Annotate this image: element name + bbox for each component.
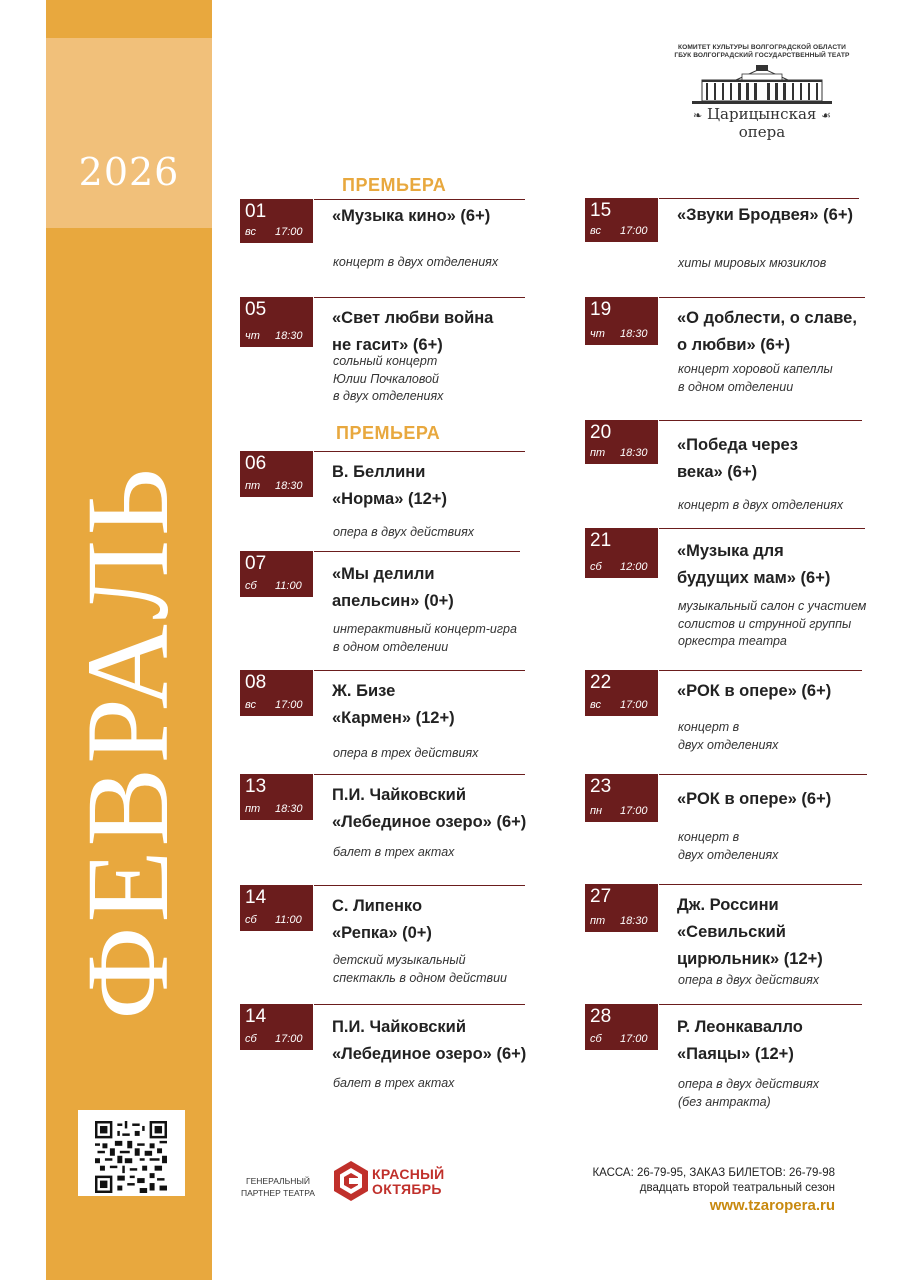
- event-title: «Лебединое озеро» (6+): [332, 813, 527, 831]
- event-description: опера в двух действиях: [678, 1077, 820, 1091]
- event-description: концерт в: [678, 830, 740, 844]
- event-day: 20: [590, 422, 612, 443]
- committee-text: КОМИТЕТ КУЛЬТУРЫ ВОЛГОГРАДСКОЙ ОБЛАСТИ: [677, 44, 847, 51]
- event-title: Ж. Бизе: [332, 682, 396, 700]
- date-badge: [585, 297, 658, 345]
- event-title: «Победа через: [677, 436, 798, 454]
- event-item: [240, 670, 530, 780]
- event-time: 17:00: [620, 805, 648, 817]
- event-description: интерактивный концерт-игра: [333, 622, 517, 636]
- event-title: «Паяцы» (12+): [677, 1045, 794, 1063]
- event-time: 18:30: [620, 447, 648, 459]
- event-description: хиты мировых мюзиклов: [678, 256, 827, 270]
- box-office-phones: КАССА: 26-79-95, ЗАКАЗ БИЛЕТОВ: 26-79-98: [592, 1167, 835, 1179]
- event-divider: [659, 884, 862, 885]
- event-divider: [314, 451, 525, 452]
- event-description: балет в трех актах: [333, 1076, 455, 1090]
- date-badge: [240, 885, 313, 931]
- event-time: 17:00: [620, 225, 648, 237]
- event-weekday: пт: [590, 447, 606, 459]
- theatre-header: [667, 44, 857, 141]
- event-time: 18:30: [275, 480, 303, 492]
- date-badge: [240, 451, 313, 497]
- date-badge: [585, 420, 658, 464]
- event-title: П.И. Чайковский: [332, 1018, 466, 1036]
- event-title: «Музыка для: [677, 542, 784, 560]
- event-title: П.И. Чайковский: [332, 786, 466, 804]
- event-description: в одном отделении: [678, 379, 794, 394]
- event-title: «Свет любви война: [332, 309, 494, 327]
- event-weekday: вс: [590, 699, 601, 711]
- event-day: 21: [590, 530, 612, 551]
- partner-name-line1: КРАСНЫЙ: [372, 1166, 445, 1182]
- event-description: музыкальный салон с участием: [678, 599, 867, 613]
- event-item: [240, 774, 530, 884]
- date-badge: [240, 551, 313, 597]
- event-description: в двух отделениях: [333, 389, 444, 403]
- event-divider: [659, 528, 865, 529]
- event-day: 19: [590, 299, 612, 320]
- event-divider: [314, 199, 525, 200]
- event-item: [585, 420, 875, 530]
- event-day: 01: [245, 201, 267, 222]
- event-description: двух отделениях: [678, 847, 779, 862]
- premiere-label-2: ПРЕМЬЕРА: [336, 423, 441, 443]
- date-badge: [240, 670, 313, 716]
- event-description: оркестра театра: [678, 634, 787, 648]
- event-description: в одном отделении: [333, 639, 449, 654]
- event-divider: [659, 670, 862, 671]
- event-time: 18:30: [275, 330, 303, 342]
- event-title: «Норма» (12+): [332, 490, 447, 508]
- krasny-oktyabr-logo-icon: [332, 1160, 370, 1202]
- event-divider: [659, 297, 865, 298]
- date-badge: [240, 1004, 313, 1050]
- event-day: 28: [590, 1006, 612, 1027]
- season-text: двадцать второй театральный сезон: [639, 1182, 835, 1194]
- event-time: 11:00: [275, 914, 302, 926]
- event-divider: [314, 551, 520, 552]
- event-item: [240, 551, 530, 661]
- event-time: 17:00: [620, 1033, 648, 1045]
- event-item: [585, 198, 875, 308]
- event-time: 17:00: [275, 699, 303, 711]
- event-description: концерт в двух отделениях: [333, 255, 499, 269]
- event-item: [240, 451, 530, 561]
- event-title: о любви» (6+): [677, 336, 791, 354]
- event-weekday: вс: [245, 226, 256, 238]
- event-divider: [314, 670, 525, 671]
- event-day: 08: [245, 672, 267, 693]
- event-title: века» (6+): [677, 463, 758, 481]
- event-time: 17:00: [620, 699, 648, 711]
- event-item: [585, 1004, 875, 1114]
- date-badge: [240, 774, 313, 820]
- event-title: «Репка» (0+): [332, 924, 432, 942]
- premiere-label-1: ПРЕМЬЕРА: [342, 175, 447, 195]
- footer-info: [592, 1166, 835, 1216]
- date-badge: [585, 670, 658, 716]
- ornament-left-icon: ❧: [692, 109, 703, 122]
- year-label: 2026: [78, 150, 180, 194]
- event-description: двух отделениях: [678, 737, 779, 752]
- event-weekday: пн: [590, 805, 603, 817]
- partner-name-line2: ОКТЯБРЬ: [372, 1181, 442, 1197]
- event-divider: [659, 1004, 862, 1005]
- theatre-name-line1: Царицынская: [706, 105, 817, 123]
- event-day: 22: [590, 672, 612, 693]
- event-description: (без антракта): [678, 1094, 771, 1109]
- event-title: «Севильский: [677, 923, 786, 941]
- event-description: концерт хоровой капеллы: [678, 362, 833, 376]
- event-weekday: чт: [245, 330, 260, 342]
- event-weekday: пт: [245, 480, 261, 492]
- website-link[interactable]: www.tzaropera.ru: [709, 1197, 835, 1214]
- event-divider: [314, 774, 525, 775]
- theatre-building-icon: [692, 64, 832, 104]
- event-title: Дж. Россини: [677, 896, 779, 914]
- date-badge: [585, 774, 658, 822]
- event-title: «РОК в опере» (6+): [677, 790, 832, 808]
- date-badge: [585, 528, 658, 578]
- event-item: [240, 199, 530, 309]
- date-badge: [240, 199, 313, 243]
- event-weekday: пт: [245, 803, 261, 815]
- event-time: 17:00: [275, 226, 303, 238]
- event-description: концерт в двух отделениях: [678, 498, 844, 512]
- event-day: 06: [245, 453, 267, 474]
- partner-label-line2: ПАРТНЕР ТЕАТРА: [241, 1188, 315, 1198]
- event-item: [585, 670, 875, 780]
- partner-name: [372, 1167, 445, 1197]
- event-item: [585, 528, 875, 648]
- theatre-name: [667, 106, 857, 124]
- event-description: опера в двух действиях: [333, 525, 475, 539]
- event-time: 18:30: [620, 915, 648, 927]
- event-day: 27: [590, 886, 612, 907]
- event-item: [240, 297, 530, 407]
- date-badge: [585, 1004, 658, 1050]
- event-weekday: сб: [590, 1033, 602, 1045]
- event-title: апельсин» (0+): [332, 592, 454, 610]
- event-description: концерт в: [678, 720, 740, 734]
- event-title: будущих мам» (6+): [677, 569, 831, 587]
- event-divider: [314, 297, 525, 298]
- event-day: 14: [245, 1006, 267, 1027]
- event-day: 05: [245, 299, 267, 320]
- theatre-name-line2: опера: [738, 123, 786, 141]
- event-divider: [659, 420, 862, 421]
- event-divider: [659, 774, 867, 775]
- event-description: опера в двух действиях: [678, 973, 820, 987]
- event-item: [585, 297, 875, 407]
- event-time: 18:30: [275, 803, 303, 815]
- event-item: [240, 885, 530, 995]
- event-divider: [659, 198, 859, 199]
- event-title: «РОК в опере» (6+): [677, 682, 832, 700]
- ornament-right-icon: ☙: [821, 109, 832, 122]
- event-title: «Музыка кино» (6+): [332, 207, 491, 225]
- date-badge: [585, 884, 658, 932]
- year-panel: [46, 38, 212, 228]
- event-description: сольный концерт: [333, 354, 438, 368]
- event-description: солистов и струнной группы: [678, 616, 852, 631]
- event-time: 17:00: [275, 1033, 303, 1045]
- event-description: детский музыкальный: [333, 953, 466, 967]
- event-time: 11:00: [275, 580, 302, 592]
- event-day: 14: [245, 887, 267, 908]
- partner-label-line1: ГЕНЕРАЛЬНЫЙ: [246, 1176, 310, 1186]
- event-description: опера в трех действиях: [333, 746, 479, 760]
- event-divider: [314, 885, 525, 886]
- event-weekday: сб: [590, 561, 602, 573]
- event-weekday: пт: [590, 915, 606, 927]
- event-weekday: сб: [245, 580, 257, 592]
- qr-code-icon[interactable]: [95, 1121, 167, 1193]
- event-description: спектакль в одном действии: [333, 970, 507, 985]
- event-description: Юлии Почкаловой: [333, 371, 439, 386]
- event-title: «Звуки Бродвея» (6+): [677, 206, 853, 224]
- event-title: «О доблести, о славе,: [677, 309, 857, 327]
- event-title: «Лебединое озеро» (6+): [332, 1045, 527, 1063]
- event-weekday: вс: [590, 225, 601, 237]
- event-title: Р. Леонкавалло: [677, 1018, 803, 1036]
- event-day: 13: [245, 776, 267, 797]
- event-title: В. Беллини: [332, 463, 426, 481]
- month-label: ФЕВРАЛЬ: [62, 464, 193, 1020]
- event-title: «Кармен» (12+): [332, 709, 455, 727]
- event-day: 07: [245, 553, 267, 574]
- event-item: [585, 884, 875, 994]
- event-title: цирюльник» (12+): [677, 950, 823, 968]
- event-weekday: сб: [245, 1033, 257, 1045]
- event-time: 18:30: [620, 328, 648, 340]
- event-title: не гасит» (6+): [332, 336, 443, 354]
- event-title: С. Липенко: [332, 897, 423, 915]
- institution-text: ГБУК ВОЛГОГРАДСКИЙ ГОСУДАРСТВЕННЫЙ ТЕАТР: [674, 52, 850, 59]
- partner-label: [234, 1175, 322, 1199]
- event-weekday: сб: [245, 914, 257, 926]
- event-divider: [314, 1004, 525, 1005]
- event-description: балет в трех актах: [333, 845, 455, 859]
- event-weekday: чт: [590, 328, 605, 340]
- event-item: [585, 774, 875, 884]
- event-item: [240, 1004, 530, 1114]
- event-day: 23: [590, 776, 612, 797]
- event-time: 12:00: [620, 561, 648, 573]
- event-weekday: вс: [245, 699, 256, 711]
- date-badge: [240, 297, 313, 347]
- event-day: 15: [590, 200, 612, 221]
- event-title: «Мы делили: [332, 565, 435, 583]
- date-badge: [585, 198, 658, 242]
